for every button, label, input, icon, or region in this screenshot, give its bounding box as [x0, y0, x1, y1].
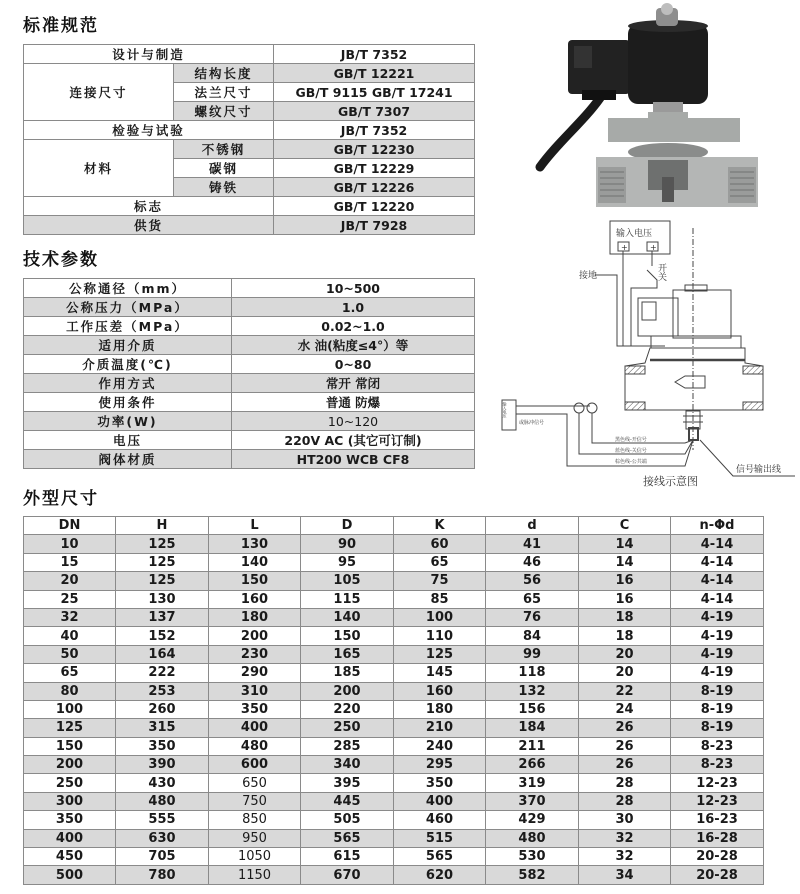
param-value: 常开 常闭	[232, 374, 475, 393]
standard-label: 设计与制造	[24, 45, 274, 64]
table-cell: 8-23	[671, 737, 764, 755]
table-cell: 18	[579, 627, 671, 645]
dimensions-title: 外型尺寸	[23, 489, 99, 509]
technical-table	[23, 278, 475, 469]
table-cell: 390	[116, 756, 209, 774]
table-cell: 370	[486, 792, 579, 810]
table-cell: 130	[116, 590, 209, 608]
table-cell: 180	[209, 608, 301, 626]
param-value: 10~500	[232, 279, 475, 298]
table-cell: 350	[116, 737, 209, 755]
table-cell: 350	[209, 700, 301, 718]
table-cell: 125	[116, 572, 209, 590]
table-cell: 4-14	[671, 590, 764, 608]
table-row	[24, 121, 475, 140]
table-cell: 95	[301, 553, 394, 571]
solenoid-valve-photo	[528, 2, 788, 214]
standard-group-label: 材料	[24, 140, 174, 197]
table-cell: 65	[486, 590, 579, 608]
standard-value: JB/T 7352	[274, 45, 475, 64]
table-cell: 250	[301, 719, 394, 737]
table-cell: 260	[116, 700, 209, 718]
table-cell: 211	[486, 737, 579, 755]
table-cell: 310	[209, 682, 301, 700]
dimensions-table	[23, 516, 764, 885]
param-value: HT200 WCB CF8	[232, 450, 475, 469]
table-row	[24, 608, 764, 626]
table-cell: 230	[209, 645, 301, 663]
standard-label: 不锈钢	[174, 140, 274, 159]
table-header-row	[24, 517, 764, 535]
table-cell: 22	[579, 682, 671, 700]
table-cell: 850	[209, 811, 301, 829]
table-cell: 65	[24, 664, 116, 682]
column-header: L	[209, 517, 301, 535]
table-row	[24, 590, 764, 608]
table-cell: 34	[579, 866, 671, 884]
table-cell: 12-23	[671, 774, 764, 792]
table-cell: 670	[301, 866, 394, 884]
table-cell: 515	[394, 829, 486, 847]
table-cell: 150	[24, 737, 116, 755]
table-cell: 400	[24, 829, 116, 847]
table-cell: 60	[394, 535, 486, 553]
table-cell: 20-28	[671, 848, 764, 866]
table-cell: 40	[24, 627, 116, 645]
table-cell: 20	[24, 572, 116, 590]
table-cell: 253	[116, 682, 209, 700]
table-cell: 137	[116, 608, 209, 626]
table-cell: 14	[579, 535, 671, 553]
table-row	[24, 792, 764, 810]
table-cell: 125	[116, 553, 209, 571]
table-cell: 115	[301, 590, 394, 608]
table-row	[24, 700, 764, 718]
table-cell: 150	[209, 572, 301, 590]
table-cell: 430	[116, 774, 209, 792]
table-cell: 50	[24, 645, 116, 663]
param-value: 0~80	[232, 355, 475, 374]
table-cell: 164	[116, 645, 209, 663]
standard-value: GB/T 12220	[274, 197, 475, 216]
table-row	[24, 374, 475, 393]
table-row	[24, 553, 764, 571]
table-cell: 500	[24, 866, 116, 884]
table-cell: 4-19	[671, 645, 764, 663]
table-cell: 145	[394, 664, 486, 682]
table-cell: 65	[394, 553, 486, 571]
table-cell: 350	[394, 774, 486, 792]
table-row	[24, 197, 475, 216]
column-header: DN	[24, 517, 116, 535]
table-cell: 395	[301, 774, 394, 792]
table-cell: 350	[24, 811, 116, 829]
table-cell: 200	[209, 627, 301, 645]
table-cell: 555	[116, 811, 209, 829]
black-wire-label: 黑色线-开信号	[615, 437, 647, 443]
table-cell: 100	[394, 608, 486, 626]
table-cell: 15	[24, 553, 116, 571]
table-cell: 200	[24, 756, 116, 774]
table-cell: 705	[116, 848, 209, 866]
table-cell: 4-19	[671, 608, 764, 626]
table-row	[24, 572, 764, 590]
param-label: 介质温度(℃)	[24, 355, 232, 374]
switch-label: 开关	[656, 263, 666, 281]
table-cell: 250	[24, 774, 116, 792]
table-cell: 565	[301, 829, 394, 847]
table-cell: 4-19	[671, 627, 764, 645]
table-cell: 16	[579, 590, 671, 608]
param-value: 220V AC (其它可订制)	[232, 431, 475, 450]
param-label: 使用条件	[24, 393, 232, 412]
table-cell: 24	[579, 700, 671, 718]
column-header: d	[486, 517, 579, 535]
table-cell: 99	[486, 645, 579, 663]
standards-table	[23, 44, 475, 235]
table-row	[24, 535, 764, 553]
param-label: 功率(W)	[24, 412, 232, 431]
table-row	[24, 317, 475, 336]
table-row	[24, 279, 475, 298]
standard-group-label: 连接尺寸	[24, 64, 174, 121]
table-cell: 32	[579, 848, 671, 866]
table-cell: 26	[579, 756, 671, 774]
table-row	[24, 756, 764, 774]
param-label: 工作压差（MPa）	[24, 317, 232, 336]
table-cell: 125	[116, 535, 209, 553]
table-cell: 28	[579, 792, 671, 810]
table-cell: 25	[24, 590, 116, 608]
table-row	[24, 393, 475, 412]
table-cell: 290	[209, 664, 301, 682]
table-cell: 400	[394, 792, 486, 810]
table-cell: 46	[486, 553, 579, 571]
table-cell: 1050	[209, 848, 301, 866]
table-row	[24, 645, 764, 663]
table-cell: 300	[24, 792, 116, 810]
table-cell: 100	[24, 700, 116, 718]
table-cell: 780	[116, 866, 209, 884]
table-cell: 565	[394, 848, 486, 866]
table-cell: 4-19	[671, 664, 764, 682]
table-cell: 110	[394, 627, 486, 645]
table-cell: 20	[579, 664, 671, 682]
table-cell: 200	[301, 682, 394, 700]
table-cell: 180	[394, 700, 486, 718]
table-row	[24, 450, 475, 469]
table-cell: 429	[486, 811, 579, 829]
table-cell: 125	[24, 719, 116, 737]
column-header: D	[301, 517, 394, 535]
table-cell: 950	[209, 829, 301, 847]
table-cell: 445	[301, 792, 394, 810]
table-cell: 315	[116, 719, 209, 737]
table-cell: 28	[579, 774, 671, 792]
table-row	[24, 811, 764, 829]
table-row	[24, 774, 764, 792]
table-cell: 26	[579, 737, 671, 755]
table-row	[24, 664, 764, 682]
table-cell: 222	[116, 664, 209, 682]
table-cell: 505	[301, 811, 394, 829]
param-value: 普通 防爆	[232, 393, 475, 412]
table-cell: 75	[394, 572, 486, 590]
table-cell: 185	[301, 664, 394, 682]
standard-value: GB/T 12229	[274, 159, 475, 178]
table-cell: 16-28	[671, 829, 764, 847]
standard-label: 检验与试验	[24, 121, 274, 140]
param-value: 水 油(粘度≤4°）等	[232, 336, 475, 355]
table-cell: 285	[301, 737, 394, 755]
brown-wire-label: 棕色线-公共端	[615, 459, 647, 465]
table-cell: 620	[394, 866, 486, 884]
table-cell: 150	[301, 627, 394, 645]
column-header: C	[579, 517, 671, 535]
table-cell: 118	[486, 664, 579, 682]
standard-value: JB/T 7352	[274, 121, 475, 140]
table-cell: 32	[24, 608, 116, 626]
table-cell: 600	[209, 756, 301, 774]
table-row	[24, 719, 764, 737]
table-cell: 30	[579, 811, 671, 829]
table-cell: 160	[209, 590, 301, 608]
standard-label: 铸铁	[174, 178, 274, 197]
table-cell: 4-14	[671, 553, 764, 571]
svg-text:+: +	[621, 243, 628, 252]
standard-value: GB/T 12230	[274, 140, 475, 159]
column-header: H	[116, 517, 209, 535]
table-cell: 125	[394, 645, 486, 663]
table-cell: 266	[486, 756, 579, 774]
table-cell: 450	[24, 848, 116, 866]
param-value: 1.0	[232, 298, 475, 317]
input-voltage-label: 输入电压	[616, 229, 653, 239]
table-cell: 130	[209, 535, 301, 553]
table-cell: 84	[486, 627, 579, 645]
param-value: 0.02~1.0	[232, 317, 475, 336]
blue-wire-label: 蓝色线-关信号	[615, 448, 647, 454]
table-cell: 210	[394, 719, 486, 737]
table-row	[24, 866, 764, 884]
table-cell: 41	[486, 535, 579, 553]
column-header: n-Φd	[671, 517, 764, 535]
table-cell: 80	[24, 682, 116, 700]
table-cell: 140	[301, 608, 394, 626]
table-row	[24, 355, 475, 374]
table-cell: 140	[209, 553, 301, 571]
table-cell: 400	[209, 719, 301, 737]
standard-label: 结构长度	[174, 64, 274, 83]
table-row	[24, 737, 764, 755]
param-label: 作用方式	[24, 374, 232, 393]
table-cell: 319	[486, 774, 579, 792]
param-label: 公称压力（MPa）	[24, 298, 232, 317]
table-row	[24, 431, 475, 450]
table-cell: 14	[579, 553, 671, 571]
table-cell: 156	[486, 700, 579, 718]
standard-value: GB/T 7307	[274, 102, 475, 121]
table-cell: 650	[209, 774, 301, 792]
technical-title: 技术参数	[23, 250, 99, 270]
param-label: 适用介质	[24, 336, 232, 355]
standard-value: GB/T 12226	[274, 178, 475, 197]
table-cell: 105	[301, 572, 394, 590]
column-header: K	[394, 517, 486, 535]
table-cell: 76	[486, 608, 579, 626]
table-row	[24, 848, 764, 866]
standard-label: 碳钢	[174, 159, 274, 178]
table-cell: 480	[209, 737, 301, 755]
table-cell: 160	[394, 682, 486, 700]
input-voltage-small-label: 输入电压	[502, 402, 508, 418]
table-cell: 530	[486, 848, 579, 866]
table-cell: 85	[394, 590, 486, 608]
table-cell: 480	[116, 792, 209, 810]
table-cell: 340	[301, 756, 394, 774]
table-cell: 16-23	[671, 811, 764, 829]
table-cell: 4-14	[671, 535, 764, 553]
table-row	[24, 627, 764, 645]
table-cell: 152	[116, 627, 209, 645]
table-row	[24, 336, 475, 355]
svg-text:+: +	[650, 243, 657, 252]
table-cell: 480	[486, 829, 579, 847]
table-row	[24, 298, 475, 317]
standard-value: GB/T 9115 GB/T 17241	[274, 83, 475, 102]
table-cell: 8-19	[671, 719, 764, 737]
table-cell: 12-23	[671, 792, 764, 810]
table-row	[24, 45, 475, 64]
pulse-signal-label: 或脉冲信号	[519, 420, 545, 426]
table-cell: 8-19	[671, 700, 764, 718]
table-row	[24, 216, 475, 235]
diagram-caption: 接线示意图	[643, 475, 698, 488]
standard-value: GB/T 12221	[274, 64, 475, 83]
table-cell: 90	[301, 535, 394, 553]
table-cell: 1150	[209, 866, 301, 884]
standard-value: JB/T 7928	[274, 216, 475, 235]
table-cell: 26	[579, 719, 671, 737]
param-value: 10~120	[232, 412, 475, 431]
table-cell: 20	[579, 645, 671, 663]
param-label: 电压	[24, 431, 232, 450]
table-cell: 615	[301, 848, 394, 866]
table-cell: 132	[486, 682, 579, 700]
standards-title: 标准规范	[23, 16, 99, 36]
standard-label: 供货	[24, 216, 274, 235]
table-cell: 10	[24, 535, 116, 553]
table-cell: 165	[301, 645, 394, 663]
table-cell: 220	[301, 700, 394, 718]
standard-label: 标志	[24, 197, 274, 216]
table-row	[24, 829, 764, 847]
param-label: 公称通径（mm）	[24, 279, 232, 298]
table-cell: 32	[579, 829, 671, 847]
param-label: 阀体材质	[24, 450, 232, 469]
table-row	[24, 412, 475, 431]
table-cell: 460	[394, 811, 486, 829]
table-cell: 184	[486, 719, 579, 737]
wiring-diagram	[495, 218, 800, 493]
table-row	[24, 682, 764, 700]
standard-label: 法兰尺寸	[174, 83, 274, 102]
table-cell: 295	[394, 756, 486, 774]
signal-output-label: 信号输出线	[736, 465, 782, 475]
table-row	[24, 64, 475, 83]
table-cell: 630	[116, 829, 209, 847]
table-cell: 20-28	[671, 866, 764, 884]
table-cell: 18	[579, 608, 671, 626]
standard-label: 螺纹尺寸	[174, 102, 274, 121]
table-cell: 4-14	[671, 572, 764, 590]
ground-label: 接地	[579, 271, 598, 281]
table-cell: 582	[486, 866, 579, 884]
table-cell: 750	[209, 792, 301, 810]
table-cell: 56	[486, 572, 579, 590]
table-row	[24, 140, 475, 159]
table-cell: 8-19	[671, 682, 764, 700]
table-cell: 16	[579, 572, 671, 590]
table-cell: 8-23	[671, 756, 764, 774]
table-cell: 240	[394, 737, 486, 755]
